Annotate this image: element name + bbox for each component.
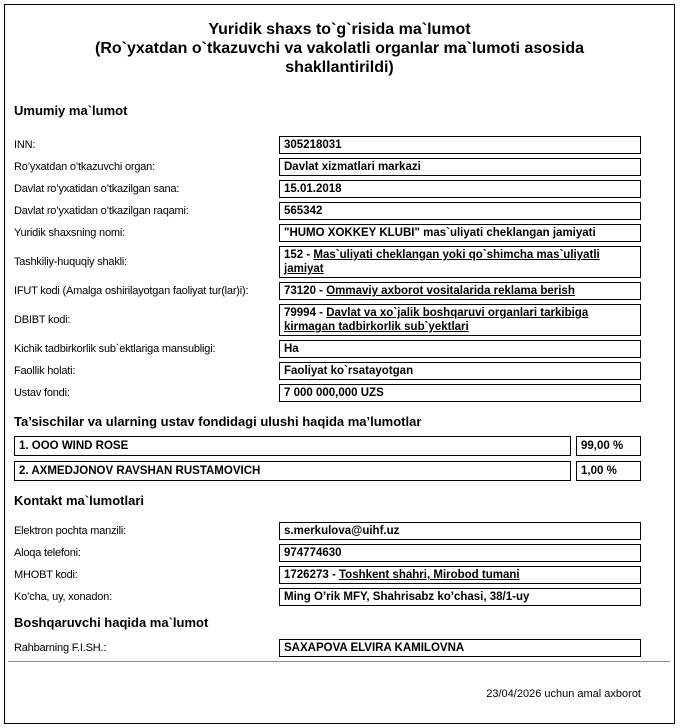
field-label: Ko’cha, uy, xonadon: — [14, 590, 112, 603]
dbibt-code-link[interactable]: Davlat va xo`jalik boshqaruvi organlari tarkibiga kirmagan tadbirkorlik sub`yektlari — [284, 307, 589, 333]
founder-row — [14, 436, 641, 456]
field-row-address — [14, 588, 641, 606]
document-page — [4, 4, 675, 724]
field-label: IFUT kodi (Amalga oshirilayotgan faoliyat tur(lar)i): — [14, 284, 249, 297]
phone-value — [279, 544, 641, 562]
field-label: Elektron pochta manzili: — [14, 524, 126, 537]
registering-authority-value — [279, 158, 641, 176]
mhobt-code-value — [279, 566, 641, 584]
field-row-registering-authority — [14, 158, 641, 176]
founder-name-cell: 2. AXMEDJONOV RAVSHAN RUSTAMOVICH — [14, 461, 571, 481]
field-row-mhobt-code — [14, 566, 641, 584]
founder-row — [14, 461, 641, 481]
code-prefix: 79994 - — [284, 307, 327, 319]
field-label: Davlat ro’yxatidan o’tkazilgan raqami: — [14, 204, 189, 217]
page-title-line2: (Ro`yxatdan o`tkazuvchi va vakolatli organlar ma`lumoti asosida shakllantirildi) — [94, 40, 584, 76]
entity-name-value — [279, 224, 641, 242]
field-label: Aloqa telefoni: — [14, 546, 81, 559]
ifut-code-value — [279, 282, 641, 300]
field-row-charter-fund — [14, 384, 641, 402]
director-name-value — [279, 639, 641, 657]
section-heading-contact: Kontakt ma`lumotlari — [14, 493, 145, 508]
ifut-code-link[interactable]: Ommaviy axborot vositalarida reklama berish — [326, 285, 575, 297]
founder-share-cell: 1,00 % — [576, 461, 641, 481]
mhobt-code-link[interactable]: Toshkent shahri, Mirobod tumani — [339, 569, 520, 581]
field-value: 565342 — [284, 205, 323, 217]
field-row-ifut-code — [14, 282, 641, 300]
field-row-small-business — [14, 340, 641, 358]
registration-number-value — [279, 202, 641, 220]
charter-fund-value — [279, 384, 641, 402]
field-label: Ustav fondi: — [14, 386, 70, 399]
field-label: Ro’yxatdan o’tkazuvchi organ: — [14, 160, 155, 173]
footer-divider — [8, 661, 670, 662]
small-business-value — [279, 340, 641, 358]
field-row-phone — [14, 544, 641, 562]
code-prefix: 152 - — [284, 249, 314, 261]
activity-status-value — [279, 362, 641, 380]
field-row-entity-name — [14, 224, 641, 242]
page-title-line1: Yuridik shaxs to`g`risida ma`lumot — [208, 21, 471, 38]
inn-value — [279, 136, 641, 154]
field-label: Kichik tadbirkorlik sub`ektlariga mansubligi: — [14, 342, 216, 355]
field-label: Yuridik shaxsning nomi: — [14, 226, 125, 239]
email-value — [279, 522, 641, 540]
registration-date-value — [279, 180, 641, 198]
field-row-legal-form — [14, 246, 641, 278]
field-label: DBIBT kodi: — [14, 313, 71, 326]
section-heading-general: Umumiy ma`lumot — [14, 103, 128, 118]
field-value: Davlat xizmatlari markazi — [284, 161, 421, 173]
field-row-activity-status — [14, 362, 641, 380]
field-value: 974774630 — [284, 547, 342, 559]
field-value: 15.01.2018 — [284, 183, 342, 195]
dbibt-code-value — [279, 304, 641, 336]
field-label: Tashkiliy-huquqiy shakli: — [14, 255, 127, 268]
validity-note: 23/04/2026 uchun amal axborot — [486, 688, 641, 700]
page-title — [14, 20, 665, 77]
field-row-registration-date — [14, 180, 641, 198]
code-prefix: 73120 - — [284, 285, 327, 297]
field-row-registration-number — [14, 202, 641, 220]
field-value: Ha — [284, 343, 299, 355]
address-value — [279, 588, 641, 606]
field-value: SAXAPOVA ELVIRA KAMILOVNA — [284, 642, 465, 654]
field-label: INN: — [14, 138, 36, 151]
field-label: Davlat ro’yxatidan o’tkazilgan sana: — [14, 182, 180, 195]
field-label: Rahbarning F.I.SH.: — [14, 641, 107, 654]
field-row-dbibt-code — [14, 304, 641, 336]
legal-form-value — [279, 246, 641, 278]
field-value: 7 000 000,000 UZS — [284, 387, 384, 399]
legal-form-link[interactable]: Mas`uliyati cheklangan yoki qo`shimcha mas`uliyatli jamiyat — [284, 249, 600, 275]
section-heading-founders: Ta’sischilar va ularning ustav fondidagi ulushi haqida ma’lumotlar — [14, 414, 422, 429]
field-row-email — [14, 522, 641, 540]
founder-share-cell: 99,00 % — [576, 436, 641, 456]
section-heading-manager: Boshqaruvchi haqida ma`lumot — [14, 615, 209, 630]
field-row-director-name — [14, 639, 641, 657]
code-prefix: 1726273 - — [284, 569, 339, 581]
founder-name-cell: 1. OOO WIND ROSE — [14, 436, 571, 456]
field-label: MHOBT kodi: — [14, 568, 78, 581]
field-value: Ming O’rik MFY, Shahrisabz ko’chasi, 38/1-uy — [284, 591, 530, 603]
field-row-inn — [14, 136, 641, 154]
field-label: Faollik holati: — [14, 364, 76, 377]
field-value: 305218031 — [284, 139, 342, 151]
field-value: s.merkulova@uihf.uz — [284, 525, 400, 537]
field-value: Faoliyat ko`rsatayotgan — [284, 365, 414, 377]
field-value: "HUMO XOKKEY KLUBI" mas`uliyati cheklangan jamiyati — [284, 227, 596, 239]
